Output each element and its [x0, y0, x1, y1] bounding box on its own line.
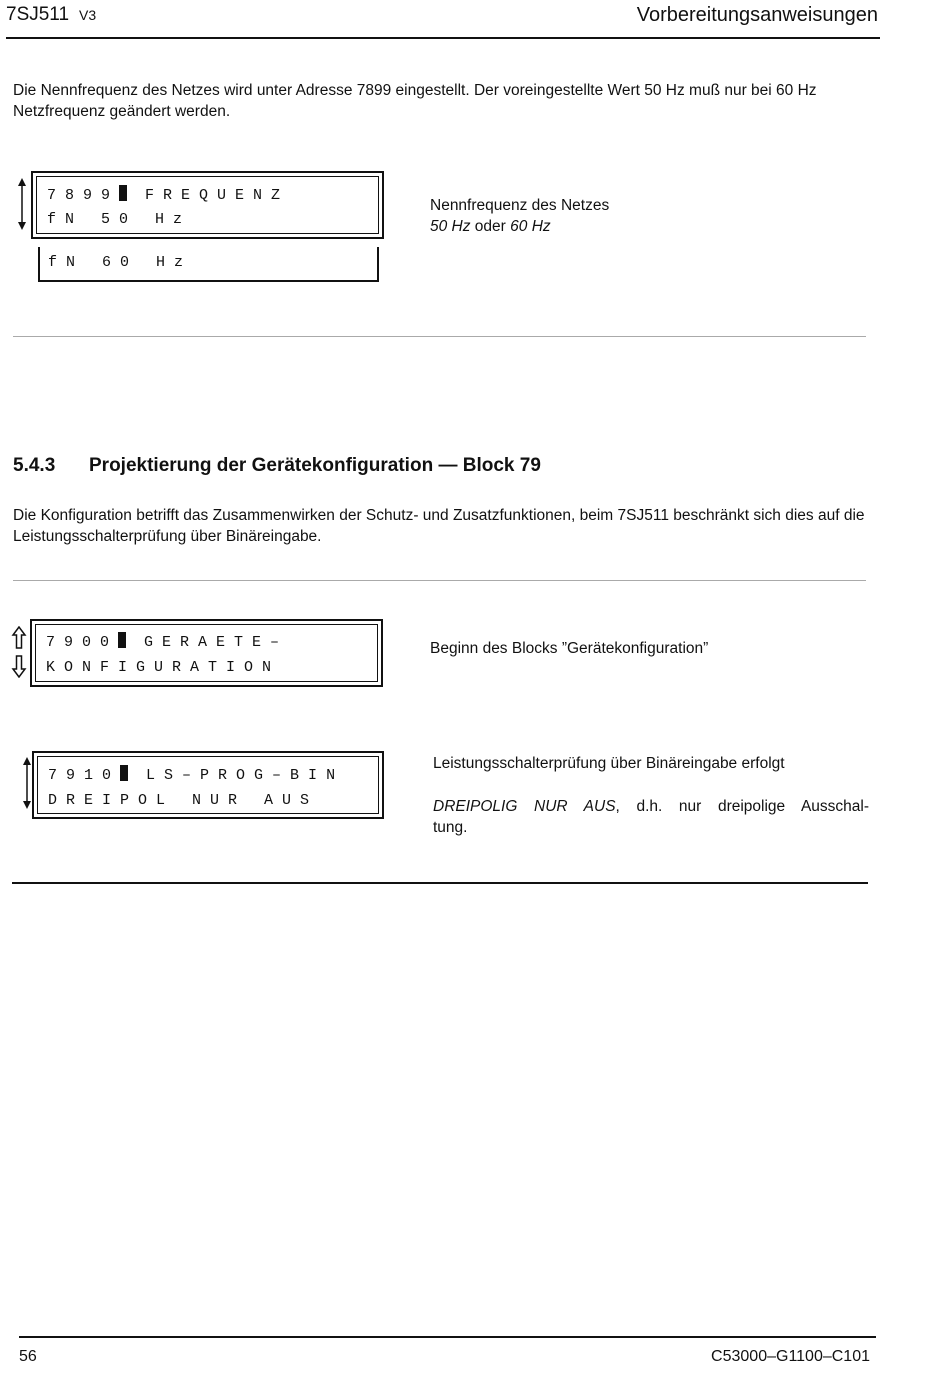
- desc-title: Leistungsschalterprüfung über Binäreingabe erfolgt: [433, 755, 785, 772]
- header-rule: [6, 37, 880, 39]
- intro-paragraph: Die Nennfrequenz des Netzes wird unter Adresse 7899 eingestellt. Der voreingestellte Wert 50 Hz muß nur bei 60 Hz Netzfrequenz geändert werden.: [13, 82, 817, 120]
- section-paragraph: Die Konfiguration betrifft das Zusammenwirken der Schutz- und Zusatzfunktionen, beim 7SJ511 beschränkt sich dies auf die Leistungsschalterprüfung über Binäreingabe.: [13, 507, 865, 545]
- header-chapter: Vorbereitungsanweisungen: [636, 4, 878, 26]
- lcd-display-7900: [30, 619, 383, 687]
- desc-title: Nennfrequenz des Netzes: [430, 197, 610, 214]
- section-end-rule: [12, 882, 868, 884]
- section-heading: [13, 455, 541, 477]
- lcd-line-2: f N 5 0 H z: [47, 211, 183, 228]
- product-name: 7SJ511: [6, 4, 70, 25]
- scroll-arrows-icon: [16, 178, 28, 230]
- lcd-line-1: 7 9 0 0 G E R A E T E –: [46, 634, 280, 651]
- cursor-block-icon: [118, 632, 126, 648]
- section-title: Projektierung der Gerätekonfiguration — Block 79: [89, 455, 541, 476]
- lcd-option-60hz: [38, 247, 379, 282]
- lcd-line-1: 7 9 1 0 L S – P R O G – B I N: [48, 767, 336, 784]
- cursor-block-icon: [120, 765, 128, 781]
- section-number: 5.4.3: [13, 455, 56, 476]
- lcd-display-7899: [31, 171, 384, 239]
- divider-1: [13, 336, 866, 337]
- header-product: [6, 4, 96, 26]
- block-arrows-icon: [11, 626, 27, 678]
- footer-rule: [19, 1336, 876, 1338]
- display3-description: [433, 753, 869, 838]
- option-line: f N 6 0 H z: [48, 254, 184, 271]
- document-code: C53000–G1100–C101: [711, 1348, 870, 1365]
- desc-detail: DREIPOLIG NUR AUS, d.h. nur dreipolige Ausschal-: [433, 798, 869, 815]
- lcd-line-2: D R E I P O L N U R A U S: [48, 792, 310, 809]
- lcd-line-1: 7 8 9 9 F R E Q U E N Z: [47, 187, 281, 204]
- divider-2: [13, 580, 866, 581]
- display1-description: [430, 195, 830, 237]
- desc-detail-cont: tung.: [433, 819, 468, 836]
- cursor-block-icon: [119, 185, 127, 201]
- product-version: V3: [79, 7, 97, 23]
- display2-description: Beginn des Blocks ”Gerätekonfiguration”: [430, 640, 709, 657]
- lcd-display-7910: [32, 751, 384, 819]
- lcd-line-2: K O N F I G U R A T I O N: [46, 659, 272, 676]
- page-number: 56: [19, 1348, 37, 1365]
- desc-options: 50 Hz oder 60 Hz: [430, 218, 551, 235]
